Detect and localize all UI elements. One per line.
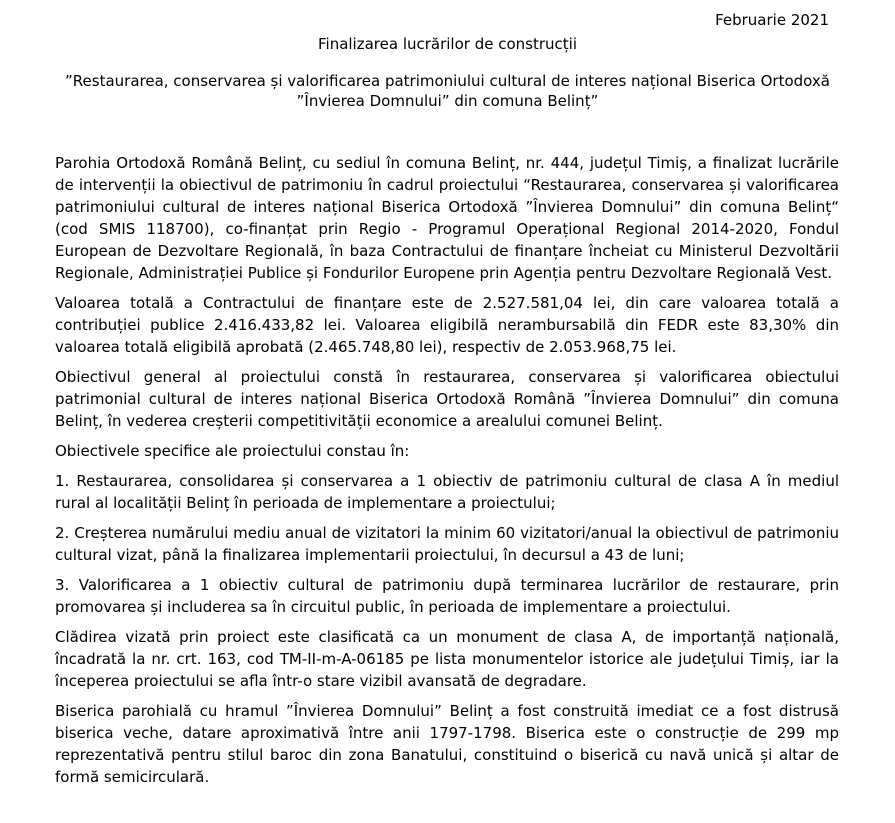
project-title: ”Restaurarea, conservarea și valorificarea patrimoniului cultural de interes național Biserica Ortodoxă ”Învierea Domnului” din comuna Belinț” [65,72,830,110]
paragraph-building-classification: Clădirea vizată prin proiect este clasificată ca un monument de clasa A, de importanță națională, încadrată la nr. crt. 163, cod TM-II-m-A-06185 pe lista monumentelor istorice ale județului Timiș, iar la începerea proiectului se afla într-o stare vizibil avansată de degradare. [55,628,839,690]
paragraph-intro: Parohia Ortodoxă Română Belinț, cu sediul în comuna Belinț, nr. 444, județul Timiș, a finalizat lucrările de intervenții la obiectivul de patrimoniu în cadrul proiectului “Restaurarea, conservarea și valorificarea patrimoniului cultural de interes național Biserica Ortodoxă ”Învierea Domnului” din comuna Belinț“ (cod SMIS 118700), co-finanțat prin Regio - Programul Operațional Regional 2014-2020, Fondul European de Dezvoltare Regională, în baza Contractului de finanțare încheiat cu Ministerul Dezvoltării Regionale, Administrației Publice și Fondurilor Europene prin Agenția pentru Dezvoltare Regională Vest. [55,154,839,282]
paragraph-objective-1: 1. Restaurarea, consolidarea și conservarea a 1 obiectiv de patrimoniu cultural de clasa A în mediul rural al localității Belinț în perioada de implementare a proiectului; [55,472,839,512]
paragraph-church-history: Biserica parohială cu hramul ”Învierea Domnului” Belinț a fost construită imediat ce a fost distrusă biserica veche, datare aproximativă între anii 1797-1798. Biserica este o construcție de 299 mp reprezentativă pentru stilul baroc din zona Banatului, constituind o biserică cu navă unică și altar de formă semicirculară. [55,702,839,786]
paragraph-objective-2: 2. Creșterea numărului mediu anual de vizitatori la minim 60 vizitatori/anual la obiectivul de patrimoniu cultural vizat, până la finalizarea implementarii proiectului, în decursul a 43 de luni; [55,524,839,564]
document-date: Februarie 2021 [715,11,829,29]
document-body [55,152,839,796]
paragraph-general-objective: Obiectivul general al proiectului constă în restaurarea, conservarea și valorificarea obiectului patrimonial cultural de interes național Biserica Ortodoxă Română ”Învierea Domnului” din comuna Belinț, în vederea creșterii competitivității economice a arealului comunei Belinț. [55,368,839,430]
paragraph-specific-objectives-heading: Obiectivele specifice ale proiectului constau în: [55,442,410,460]
paragraph-objective-3: 3. Valorificarea a 1 obiectiv cultural de patrimoniu după terminarea lucrărilor de restaurare, prin promovarea și includerea sa în circuitul public, în perioada de implementare a proiectului. [55,576,839,616]
paragraph-financing: Valoarea totală a Contractului de finanțare este de 2.527.581,04 lei, din care valoarea totală a contribuției publice 2.416.433,82 lei. Valoarea eligibilă nerambursabilă din FEDR este 83,30% din valoarea totală eligibilă aprobată (2.465.748,80 lei), respectiv de 2.053.968,75 lei. [55,294,839,356]
document-title: Finalizarea lucrărilor de construcții [317,35,577,53]
